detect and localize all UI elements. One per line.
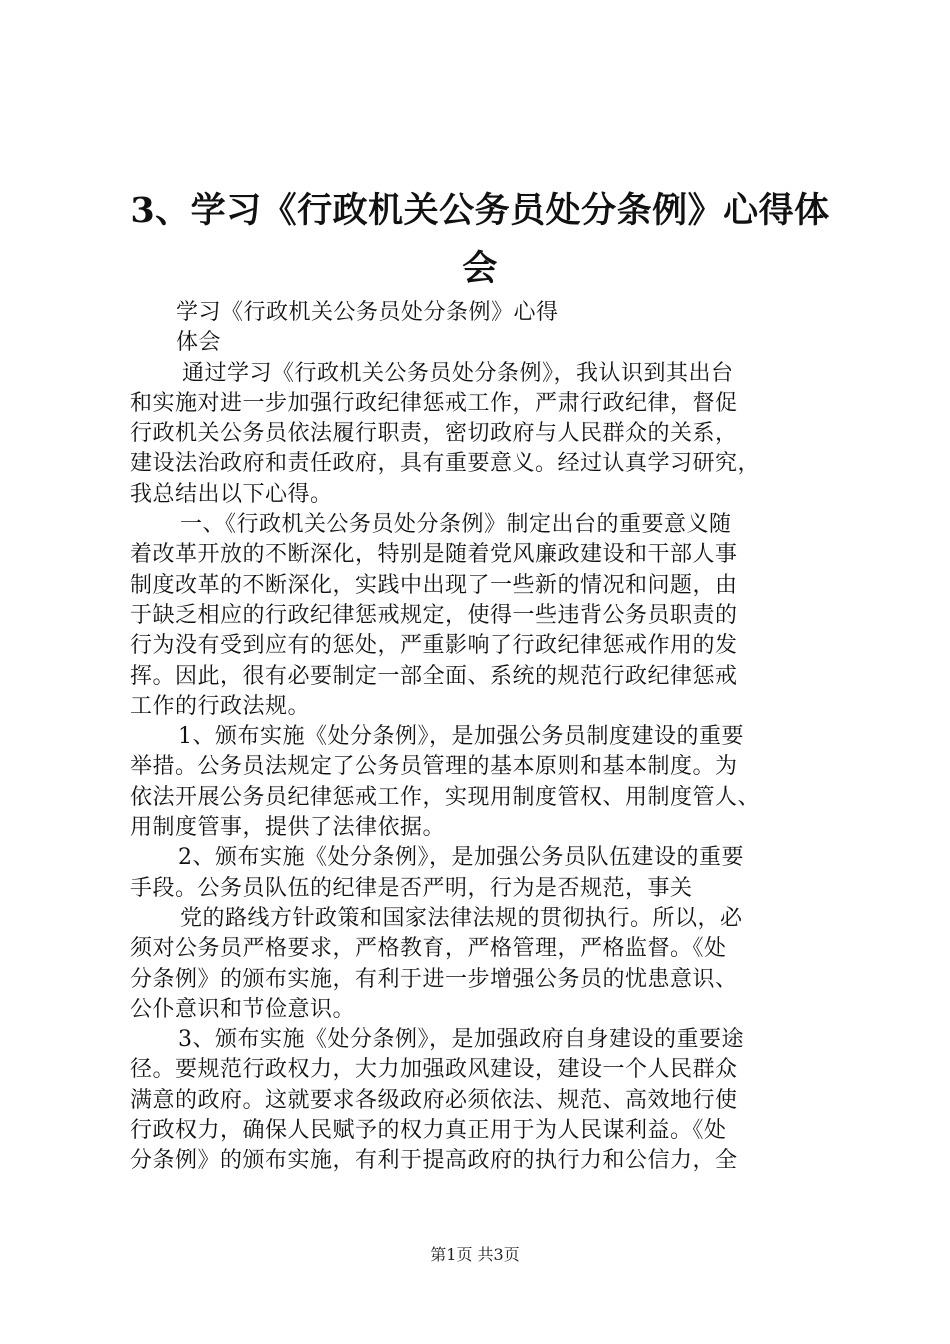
body-line: 满意的政府。这就要求各级政府必须依法、规范、高效地行使 [130, 1087, 738, 1113]
document-title [125, 182, 835, 298]
body-line: 径。要规范行政权力，大力加强政风建设，建设一个人民群众 [130, 1057, 738, 1083]
body-line: 建设法治政府和责任政府，具有重要意义。经过认真学习研究， [130, 451, 761, 477]
title-line-1: 3、学习《行政机关公务员处分条例》心得体 [130, 190, 830, 231]
body-line: 手段。公务员队伍的纪律是否严明，行为是否规范，事关 [130, 875, 693, 901]
body-line: 通过学习《行政机关公务员处分条例》，我认识到其出台 [182, 360, 734, 386]
body-line: 挥。因此，很有必要制定一部全面、系统的规范行政纪律惩戒 [130, 663, 738, 689]
body-line: 3、颁布实施《处分条例》，是加强政府自身建设的重要途 [178, 1027, 744, 1053]
body-line: 分条例》的颁布实施，有利于进一步增强公务员的忧患意识、 [130, 966, 738, 992]
body-line: 须对公务员严格要求，严格教育，严格管理，严格监督。《处 [130, 936, 727, 962]
body-line: 依法开展公务员纪律惩戒工作，实现用制度管权、用制度管人、 [130, 784, 761, 810]
body-line: 党的路线方针政策和国家法律法规的贯彻执行。所以，必 [180, 905, 743, 931]
body-line: 于缺乏相应的行政纪律惩戒规定，使得一些违背公务员职责的 [130, 602, 738, 628]
body-line: 一、《行政机关公务员处分条例》制定出台的重要意义随 [180, 512, 732, 538]
body-line: 举措。公务员法规定了公务员管理的基本原则和基本制度。为 [130, 754, 738, 780]
page-footer: 第1页 共3页 [430, 1245, 520, 1264]
body-line: 我总结出以下心得。 [130, 481, 333, 507]
body-line: 行为没有受到应有的惩处，严重影响了行政纪律惩戒作用的发 [130, 633, 738, 659]
document-body [130, 298, 835, 1177]
body-line: 制度改革的不断深化，实践中出现了一些新的情况和问题，由 [130, 572, 738, 598]
body-line: 体会 [176, 330, 222, 356]
body-line: 和实施对进一步加强行政纪律惩戒工作，严肃行政纪律，督促 [130, 390, 738, 416]
title-line-2: 会 [462, 248, 498, 289]
body-line: 用制度管事，提供了法律依据。 [130, 815, 446, 841]
body-line: 分条例》的颁布实施，有利于提高政府的执行力和公信力，全 [130, 1148, 738, 1174]
body-line: 2、颁布实施《处分条例》，是加强公务员队伍建设的重要 [178, 845, 744, 871]
body-line: 1、颁布实施《处分条例》，是加强公务员制度建设的重要 [178, 724, 744, 750]
body-line: 行政权力，确保人民赋予的权力真正用于为人民谋利益。《处 [130, 1118, 727, 1144]
body-line: 工作的行政法规。 [130, 693, 311, 719]
body-line: 公仆意识和节俭意识。 [130, 996, 356, 1022]
body-line: 行政机关公务员依法履行职责，密切政府与人民群众的关系， [130, 421, 738, 447]
body-line: 着改革开放的不断深化，特别是随着党风廉政建设和干部人事 [130, 542, 738, 568]
body-line: 学习《行政机关公务员处分条例》心得 [176, 300, 559, 325]
